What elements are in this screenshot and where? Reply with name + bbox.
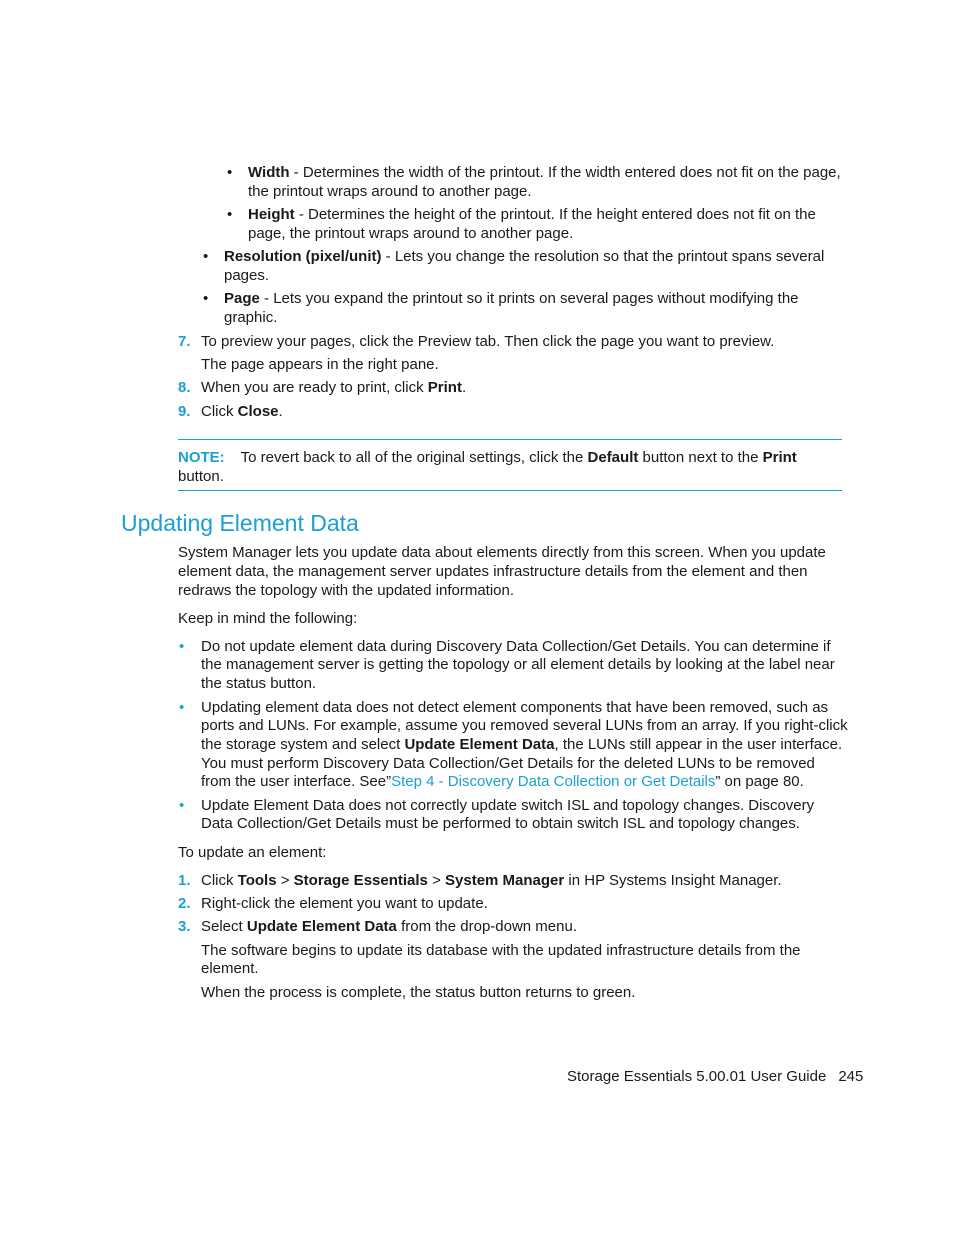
bullet-3-line: Data Collection/Get Details must be performed to obtain switch ISL and topology changes. [201, 815, 800, 832]
bullet-1-line: Do not update element data during Discovery Data Collection/Get Details. You can determine if [201, 638, 831, 655]
bullet-1-line: the management server is getting the topology or all element details by looking at the label near [201, 656, 835, 673]
bullet-2-line: ports and LUNs. For example, assume you removed several LUNs from an array. If you right-click [201, 717, 848, 734]
step-8-post: . [461, 379, 467, 396]
step-8-pre: When you are ready to print, click [201, 379, 428, 396]
section-heading: Updating Element Data [121, 510, 359, 536]
step-number: 8. [178, 379, 191, 396]
step-3-text [201, 917, 577, 936]
bullet-2-line: You must perform Discovery Data Collection/Get Details for the deleted LUNs to be removed [201, 755, 815, 772]
step-number: 1. [178, 872, 191, 889]
step-number: 9. [178, 403, 191, 420]
bullet-marker: • [227, 206, 233, 223]
height-text-cont: page, the printout wraps around to another page. [248, 225, 574, 242]
bullet-1-line: the status button. [201, 675, 317, 692]
resolution-text: - Lets you change the resolution so that the printout spans several [381, 248, 825, 265]
page-label: Page [224, 290, 260, 307]
bullet-2-line [201, 772, 804, 791]
bullet-2-line: Updating element data does not detect element components that have been removed, such as [201, 699, 829, 716]
separator: > [276, 872, 294, 889]
cross-reference-link[interactable]: Step 4 - Discovery Data Collection or Get Details [391, 773, 716, 790]
bullet-2-l5-pre: from the user interface. See” [201, 773, 392, 790]
note-bottom-rule [178, 490, 842, 491]
width-option [248, 163, 841, 182]
default-term: Default [587, 449, 639, 466]
step-1-text [201, 871, 782, 890]
close-term: Close [237, 403, 279, 420]
bullet-marker: • [179, 638, 185, 655]
step-number: 7. [178, 333, 191, 350]
keep-in-mind: Keep in mind the following: [178, 610, 358, 627]
bullet-marker: • [227, 164, 233, 181]
page-text-cont: graphic. [224, 309, 278, 326]
height-text: - Determines the height of the printout. If the height entered does not fit on the [294, 206, 816, 223]
step-2-text: Right-click the element you want to update. [201, 895, 488, 912]
update-element-data-term: Update Element Data [404, 736, 555, 753]
height-label: Height [248, 206, 295, 223]
storage-essentials-term: Storage Essentials [293, 872, 428, 889]
step-7-text: To preview your pages, click the Preview tab. Then click the page you want to preview. [201, 333, 775, 350]
resolution-text-cont: pages. [224, 267, 270, 284]
note-text [178, 448, 797, 467]
bullet-marker: • [179, 699, 185, 716]
after-line: element. [201, 960, 259, 977]
resolution-label: Resolution (pixel/unit) [224, 248, 382, 265]
step-7-sub: The page appears in the right pane. [201, 356, 439, 373]
bullet-2-l3-post: , the LUNs still appear in the user interface. [554, 736, 843, 753]
system-manager-term: System Manager [445, 872, 565, 889]
resolution-option [224, 247, 824, 266]
bullet-3-line: Update Element Data does not correctly update switch ISL and topology changes. Discovery [201, 797, 815, 814]
width-label: Width [248, 164, 290, 181]
bullet-marker: • [203, 290, 209, 307]
step-3-pre: Select [201, 918, 247, 935]
after-line: When the process is complete, the status button returns to green. [201, 984, 636, 1001]
page-option [224, 289, 799, 308]
print-term: Print [762, 449, 797, 466]
width-text-cont: the printout wraps around to another page. [248, 183, 532, 200]
step-9-text [201, 402, 283, 421]
step-9-post: . [278, 403, 283, 420]
note-top-rule [178, 439, 842, 440]
step-9-pre: Click [201, 403, 238, 420]
page-text: - Lets you expand the printout so it prints on several pages without modifying the [259, 290, 799, 307]
bullet-2-l5-post: ” on page 80. [715, 773, 804, 790]
note-pre: To revert back to all of the original settings, click the [240, 449, 588, 466]
to-update-intro: To update an element: [178, 844, 327, 861]
page-footer [567, 1067, 863, 1086]
step-number: 2. [178, 895, 191, 912]
intro-line: redraws the topology with the updated information. [178, 582, 515, 599]
print-term: Print [427, 379, 462, 396]
update-element-data-term: Update Element Data [246, 918, 397, 935]
bullet-marker: • [179, 797, 185, 814]
page-number: 245 [838, 1068, 864, 1085]
step-number: 3. [178, 918, 191, 935]
step-1-pre: Click [201, 872, 238, 889]
bullet-2-line [201, 735, 842, 754]
tools-term: Tools [237, 872, 277, 889]
intro-line: element data, the management server updates infrastructure details from the element and then [178, 563, 808, 580]
after-line: The software begins to update its database with the updated infrastructure details from the [201, 942, 801, 959]
step-3-post: from the drop-down menu. [396, 918, 577, 935]
bullet-marker: • [203, 248, 209, 265]
step-8-text [201, 378, 466, 397]
step-1-post: in HP Systems Insight Manager. [564, 872, 782, 889]
bullet-2-l3-pre: the storage system and select [201, 736, 405, 753]
footer-title: Storage Essentials 5.00.01 User Guide [567, 1068, 827, 1085]
note-mid: button next to the [638, 449, 763, 466]
note-label: NOTE: [178, 449, 225, 466]
intro-line: System Manager lets you update data about elements directly from this screen. When you update [178, 544, 826, 561]
width-text: - Determines the width of the printout. If the width entered does not fit on the page, [289, 164, 841, 181]
separator: > [427, 872, 446, 889]
height-option [248, 205, 816, 224]
note-text-cont: button. [178, 468, 224, 485]
